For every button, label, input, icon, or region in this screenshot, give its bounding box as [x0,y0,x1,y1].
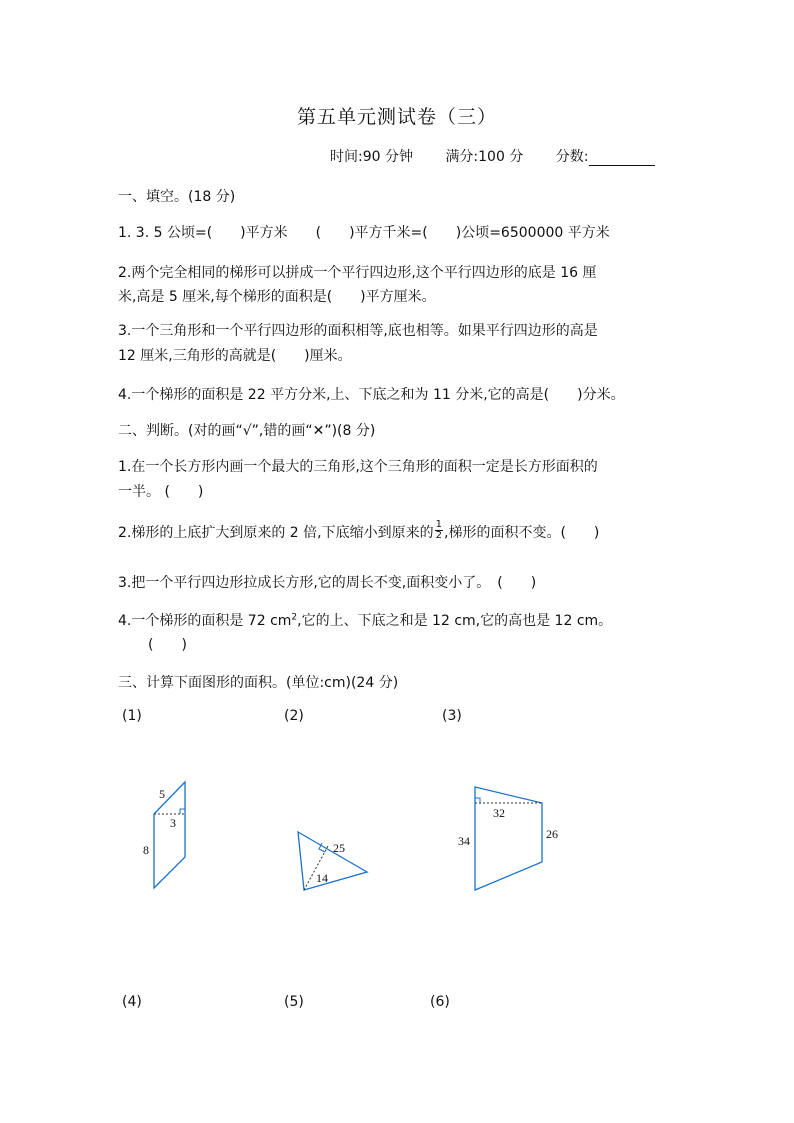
section1-q2-line2: 米,高是 5 厘米,每个梯形的面积是( )平方厘米。 [118,289,436,305]
fig2-base-label: 25 [333,841,345,855]
figure-label-2: (2) [284,708,304,724]
one-half-fraction: $\frac{1}{2}$ [435,518,442,541]
section1-q3-line1: 3.一个三角形和一个平行四边形的面积相等,底也相等。如果平行四边形的高是 [118,323,598,339]
section2-q1-line1: 1.在一个长方形内画一个最大的三角形,这个三角形的面积一定是长方形面积的 [118,459,598,475]
section2-q2-text: 2.梯形的上底扩大到原来的 2 倍,下底缩小到原来的 [118,525,434,541]
section2-q2-text-end: ,梯形的面积不变。( ) [444,525,600,541]
figure-label-1: (1) [122,708,142,724]
parallelogram-figure [143,782,185,888]
figure-label-5: (5) [284,994,304,1010]
section1-q1: 1. 3. 5 公顷=( )平方米 ( )平方千米=( )公顷=6500000 平方米 [118,225,610,241]
fig3-right-label: 26 [546,827,558,841]
score-label: 分数: [555,149,589,165]
fig1-side-label: 5 [159,787,165,801]
fig3-top-label: 32 [493,806,505,820]
section2-heading: 二、判断。(对的画“√”,错的画“✕”)(8 分) [118,423,376,439]
fig2-height-label: 14 [316,871,328,885]
section2-q3: 3.把一个平行四边形拉成长方形,它的周长不变,面积变小了。 ( ) [118,575,537,591]
section2-q4-line2: ( ) [148,637,187,653]
section1-q3-line2: 12 厘米,三角形的高就是( )厘米。 [118,348,352,364]
section1-heading: 一、填空。(18 分) [118,189,236,205]
fig1-base-label: 8 [143,843,149,857]
time-info: 时间:90 分钟 [330,149,413,165]
fig1-height-label: 3 [170,816,176,830]
trapezoid-figure [458,787,558,890]
fig3-left-label: 34 [458,834,470,848]
section1-q2-line1: 2.两个完全相同的梯形可以拼成一个平行四边形,这个平行四边形的底是 16 厘 [118,265,597,281]
triangle-figure [298,832,367,890]
section2-q1-line2: 一半。 ( ) [118,484,204,500]
page-title: 第五单元测试卷（三） [296,106,497,128]
figure-label-6: (6) [430,994,450,1010]
section1-q4: 4.一个梯形的面积是 22 平方分米,上、下底之和为 11 分米,它的高是( )分米。 [118,387,625,403]
figure-label-3: (3) [442,708,462,724]
full-score-info: 满分:100 分 [445,149,524,165]
section2-q4: 4.一个梯形的面积是 72 $cm^2$,它的上、下底之和是 12 cm,它的高也是 12 cm。 [118,612,613,629]
section3-heading: 三、计算下面图形的面积。(单位:cm)(24 分) [118,675,399,691]
figure-label-4: (4) [122,994,142,1010]
